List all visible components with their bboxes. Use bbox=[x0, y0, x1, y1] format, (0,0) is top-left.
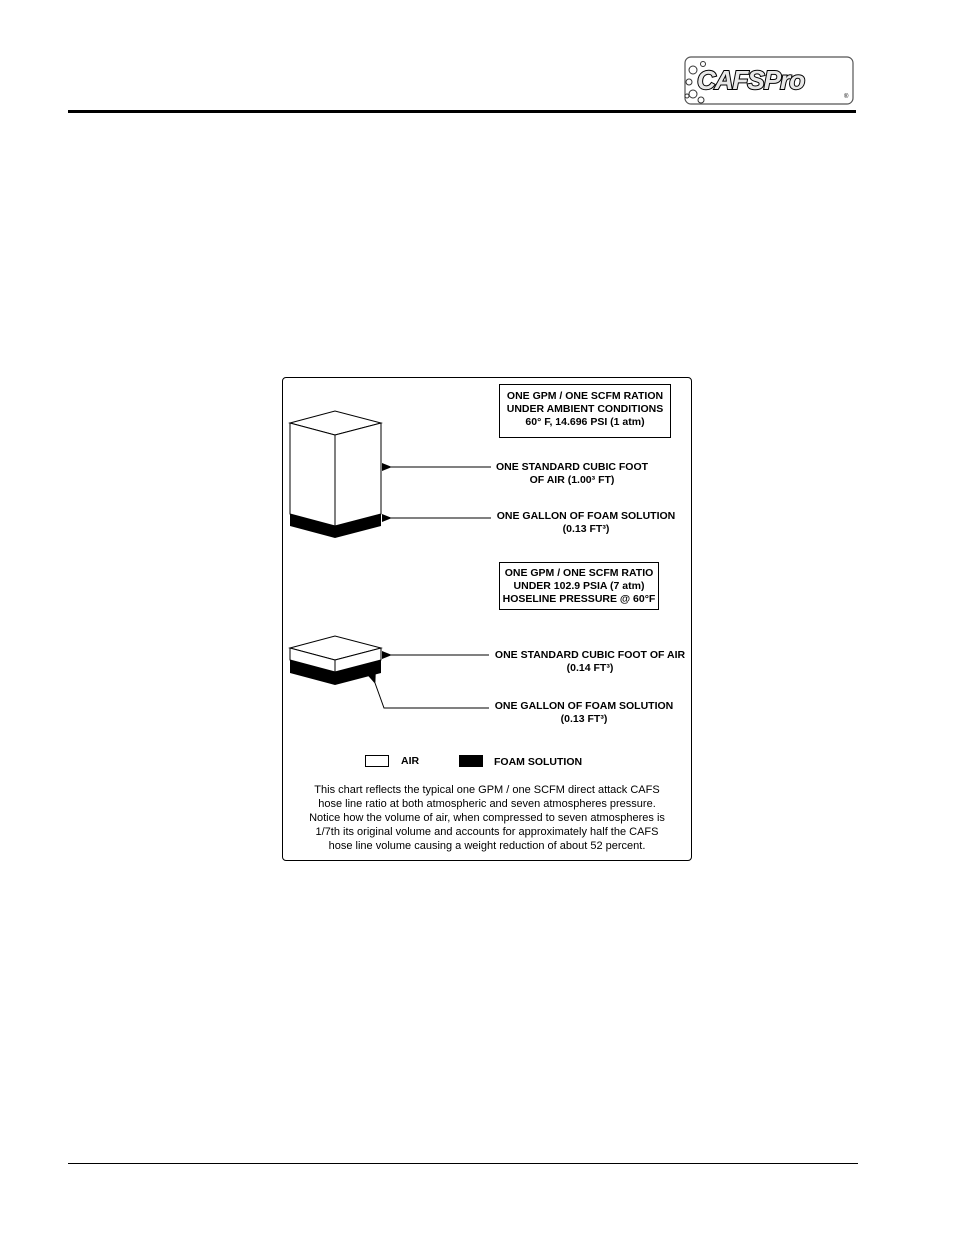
cafs-volume-figure bbox=[282, 377, 692, 861]
figure-caption bbox=[289, 783, 685, 853]
compressed-block bbox=[290, 636, 381, 685]
ambient-box-line-1: ONE GPM / ONE SCFM RATION bbox=[506, 390, 664, 402]
legend-foam-swatch bbox=[459, 755, 483, 767]
pressure-conditions-box bbox=[499, 562, 659, 610]
air-label-ambient-line-1: ONE STANDARD CUBIC FOOT bbox=[495, 461, 649, 473]
caption-line-3: Notice how the volume of air, when compressed to seven atmospheres is bbox=[309, 812, 665, 824]
ambient-box-line-2: UNDER AMBIENT CONDITIONS bbox=[506, 403, 664, 415]
caption-line-4: 1/7th its original volume and accounts for approximately half the CAFS bbox=[315, 826, 659, 838]
foam-label-ambient bbox=[495, 510, 677, 536]
caption-line-2: hose line ratio at both atmospheric and seven atmospheres pressure. bbox=[318, 798, 656, 810]
ambient-box-line-3: 60° F, 14.696 PSI (1 atm) bbox=[525, 416, 645, 428]
caption-line-1: This chart reflects the typical one GPM / one SCFM direct attack CAFS bbox=[314, 784, 660, 796]
foam-label-ambient-line-2: (0.13 FT³) bbox=[562, 523, 610, 535]
ambient-block bbox=[290, 411, 381, 538]
air-label-compressed bbox=[493, 649, 687, 675]
registered-mark: ® bbox=[844, 94, 849, 100]
foam-label-compressed-line-1: ONE GALLON OF FOAM SOLUTION bbox=[494, 700, 674, 712]
arrow-foam-2 bbox=[375, 683, 489, 708]
legend-foam-label: FOAM SOLUTION bbox=[494, 756, 583, 768]
pressure-box-line-2: UNDER 102.9 PSIA (7 atm) bbox=[513, 580, 645, 592]
air-label-compressed-line-2: (0.14 FT³) bbox=[566, 662, 614, 674]
legend-air-label: AIR bbox=[401, 755, 420, 767]
pressure-box-line-1: ONE GPM / ONE SCFM RATIO bbox=[504, 567, 654, 579]
air-label-ambient-line-2: OF AIR (1.00³ FT) bbox=[529, 474, 615, 486]
caption-line-5: hose line volume causing a weight reduction of about 52 percent. bbox=[328, 840, 646, 852]
air-label-ambient bbox=[495, 461, 649, 487]
cafspro-logo bbox=[681, 56, 855, 106]
logo-wordmark: CAFSPro bbox=[697, 65, 805, 95]
cafspro-logo-graphic bbox=[681, 56, 855, 106]
pressure-box-line-3: HOSELINE PRESSURE @ 60°F bbox=[502, 593, 656, 605]
legend-air-swatch bbox=[365, 755, 389, 767]
foam-label-ambient-line-1: ONE GALLON OF FOAM SOLUTION bbox=[496, 510, 676, 522]
foam-label-compressed bbox=[493, 700, 675, 726]
foam-label-compressed-line-2: (0.13 FT³) bbox=[560, 713, 608, 725]
air-label-compressed-line-1: ONE STANDARD CUBIC FOOT OF AIR bbox=[494, 649, 686, 661]
ambient-conditions-box bbox=[499, 384, 671, 438]
footer-rule bbox=[68, 1163, 858, 1164]
header-rule bbox=[68, 110, 856, 113]
